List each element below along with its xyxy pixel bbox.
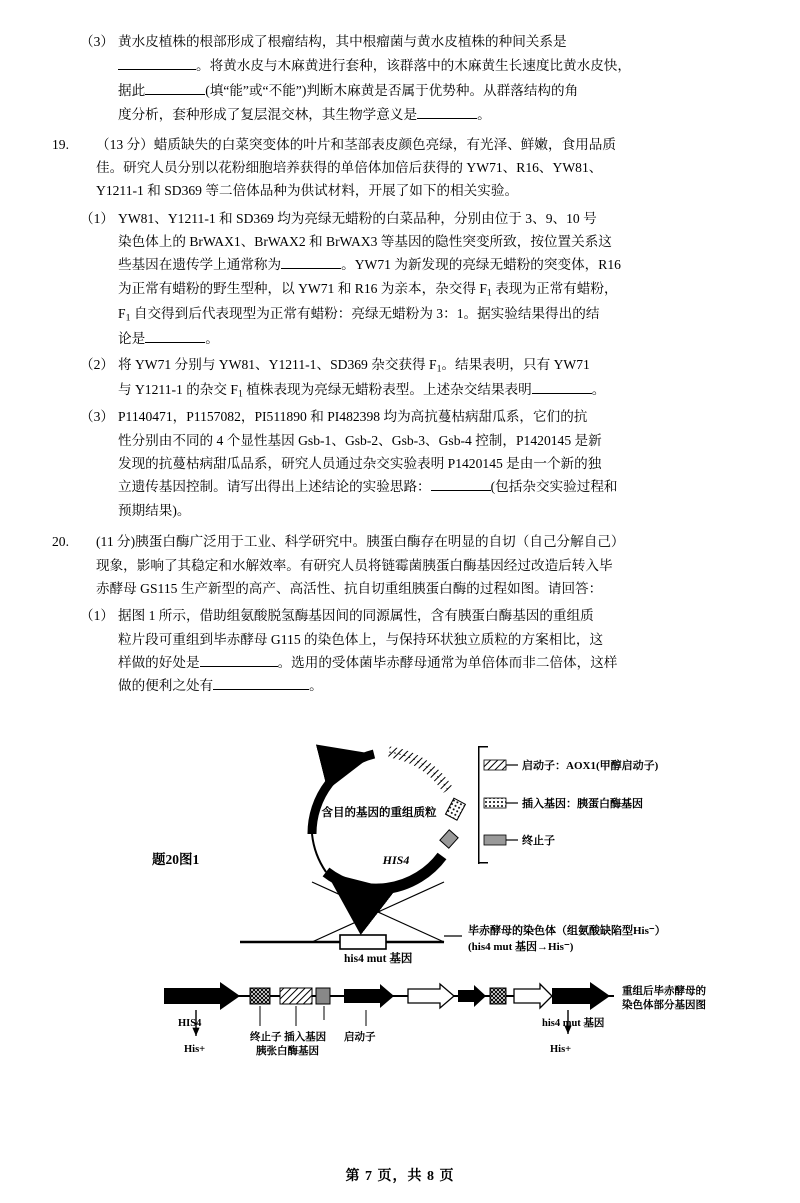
q20-stem-text1: 胰蛋白酶广泛用于工业、科学研究中。胰蛋白酶存在明显的自切（自己分解自己） [135, 534, 625, 550]
q20-stem-line2: 现象，影响了其稳定和水解效率。有研究人员将链霉菌胰蛋白酶基因经过改造后转入毕 [96, 557, 613, 573]
blank-field[interactable] [417, 118, 477, 119]
q19-number: 19. [52, 136, 69, 152]
q20-item1-label: （1） [80, 608, 114, 624]
q19-stem-line1 [44, 133, 756, 156]
q19-item2-line2: 与 Y1211-1 的杂交 $F_1$ 植株表现为亮绿无蜡粉表型。上述杂交结果表明 。 [118, 381, 606, 400]
bottom-insert-gene: 胰张白酶基因 [256, 1045, 319, 1057]
q20-item1-line4: 做的便利之处有 。 [118, 678, 323, 694]
figure-svg [44, 704, 756, 1084]
figure-q20-1 [44, 704, 756, 1084]
q18-item3-l2 [44, 54, 756, 77]
figure-legend [478, 746, 659, 864]
recombinant-map [164, 982, 614, 1010]
blank-field[interactable] [281, 268, 341, 269]
q19-score: （13 分） [96, 136, 154, 152]
result-label-2: 染色体部分基因图 [622, 999, 706, 1011]
q18-item3-l3 [44, 79, 756, 102]
q19-stem-line3: Y1211-1 和 SD369 等二倍体品种为供试材料，开展了如下的相关实验。 [96, 183, 519, 199]
q19-item1-line1 [44, 207, 756, 230]
blank-field[interactable] [200, 666, 278, 667]
page-footer: 第 7 页，共 8 页 [345, 1169, 455, 1184]
bottom-his4-label: HIS4 [178, 1017, 202, 1029]
blank-field[interactable] [145, 94, 205, 95]
q19-item3-line4: 立遗传基因控制。请写出得出上述结论的实验思路： (包括杂交实验过程和 [118, 479, 618, 495]
chromosome-label-2: (his4 mut 基因→His⁻) [468, 940, 574, 953]
q20-item1-line3: 样做的好处是 。选用的受体菌毕赤酵母通常为单倍体而非二倍体，这样 [118, 655, 618, 670]
q19-item3-text1: P1140471，P1157082，PI511890 和 PI482398 均为高抗蔓枯病甜瓜系，它们的抗 [118, 409, 588, 425]
q20-item1-line2: 粒片段可重组到毕赤酵母 G115 的染色体上，与保持环状独立质粒的方案相比，这 [118, 631, 604, 647]
bottom-hisplus-left: His+ [184, 1043, 206, 1055]
his4-label: HIS4 [382, 852, 410, 867]
bottom-terminator-insert: 终止子 插入基因 [250, 1031, 327, 1043]
q19-item3-line2: 性分别由不同的 4 个显性基因 Gsb-1、Gsb-2、Gsb-3、Gsb-4 控制，P1420145 是新 [118, 432, 602, 448]
plasmid-center-label: 含目的基因的重组质粒 [321, 806, 437, 819]
bottom-his4mut: his4 mut 基因 [542, 1017, 605, 1029]
legend-terminator: 终止子 [522, 834, 555, 847]
q19-item3-line1 [44, 405, 756, 428]
blank-field[interactable] [118, 69, 196, 70]
blank-field[interactable] [532, 393, 592, 394]
host-chromosome [240, 935, 462, 949]
figure-caption: 题20图1 [152, 851, 200, 867]
q19-item3-line5: 预期结果)。 [118, 502, 191, 518]
q18-item3-line2: 。将黄水皮与木麻黄进行套种，该群落中的木麻黄生长速度比黄水皮快， [196, 58, 631, 74]
legend-promoter: 启动子：AOX1(甲醇启动子) [522, 759, 659, 772]
q20-item1-text1: 据图 1 所示，借助组氨酸脱氢酶基因间的同源属性，含有胰蛋白酶基因的重组质 [118, 608, 594, 624]
legend-insert: 插入基因：胰蛋白酶基因 [522, 797, 643, 810]
q19-item3-line3: 发现的抗蔓枯病甜瓜品系，研究人员通过杂交实验表明 P1420145 是由一个新的独 [118, 456, 602, 471]
q19-stem-text1: 蜡质缺失的白菜突变体的叶片和茎部表皮颜色亮绿，有光泽、鲜嫩，食用品质 [153, 136, 616, 152]
q19-item2-label: （2） [80, 356, 114, 372]
q19-item1-text1: YW81、Y1211-1 和 SD369 均为亮绿无蜡粉的白菜品种，分别由位于 3、9、10 号 [118, 210, 597, 226]
q19-item1-line2: 染色体上的 BrWAX1、BrWAX2 和 BrWAX3 等基因的隐性突变所致，按位置关系这 [118, 234, 612, 249]
blank-field[interactable] [213, 689, 309, 690]
q20-item1-line1 [44, 604, 756, 627]
q18-item3-line4b: 。 [477, 107, 491, 123]
q19-item2-text1: 将 YW71 分别与 YW81、Y1211-1、SD369 杂交获得 $F_1$。结果表明，只有 YW71 [118, 356, 590, 375]
q18-item3 [44, 30, 756, 53]
q19-stem-line2: 佳。研究人员分别以花粉细胞培养获得的单倍体加倍后获得的 YW71、R16、YW81、 [96, 159, 603, 175]
q18-item3-l4 [44, 103, 756, 126]
plasmid-circle [312, 752, 465, 889]
q20-score: (11 分) [96, 534, 136, 550]
q20-number: 20. [52, 534, 69, 550]
his4mut-label: his4 mut 基因 [344, 952, 413, 965]
q19-item2-line1 [44, 353, 756, 378]
chromosome-label-1: 毕赤酵母的染色体（组氨酸缺陷型His⁻） [468, 924, 666, 937]
blank-field[interactable] [431, 490, 491, 491]
q19-item1-line3: 些基因在遗传学上通常称为 。YW71 为新发现的亮绿无蜡粉的突变体，R16 [118, 257, 621, 273]
q18-item3-line3b: (填“能”或“不能”)判断木麻黄是否属于优势种。从群落结构的角 [205, 82, 579, 98]
bottom-hisplus-right: His+ [550, 1043, 572, 1055]
bottom-promoter: 启动子 [344, 1031, 376, 1043]
q18-item3-label: （3） [80, 34, 114, 49]
q20-stem-line1 [44, 530, 756, 553]
q19-item1-label: （1） [80, 210, 114, 226]
q19-item1-line4: 为正常有蜡粉的野生型种，以 YW71 和 R16 为亲本，杂交得 $F_1$ 表现为正常有蜡粉， [118, 280, 618, 299]
q18-item3-line3a: 据此 [118, 82, 146, 98]
blank-field[interactable] [145, 342, 205, 343]
q18-item3-line1: 黄水皮植株的根部形成了根瘤结构，其中根瘤菌与黄水皮植株的种间关系是 [118, 34, 567, 49]
result-label-1: 重组后毕赤酵母的 [622, 985, 706, 997]
q19-item1-line5: $F_1$ 自交得到后代表现型为正常有蜡粉：亮绿无蜡粉为 3：1。据实验结果得出的结 [118, 306, 600, 324]
q19-item1-line6: 论是 。 [118, 331, 219, 347]
q19-item3-label: （3） [80, 409, 114, 425]
q20-stem-line3: 赤酵母 GS115 生产新型的高产、高活性、抗自切重组胰蛋白酶的过程如图。请回答： [96, 580, 603, 596]
q18-item3-line4a: 度分析，套种形成了复层混交林，其生物学意义是 [118, 107, 418, 123]
